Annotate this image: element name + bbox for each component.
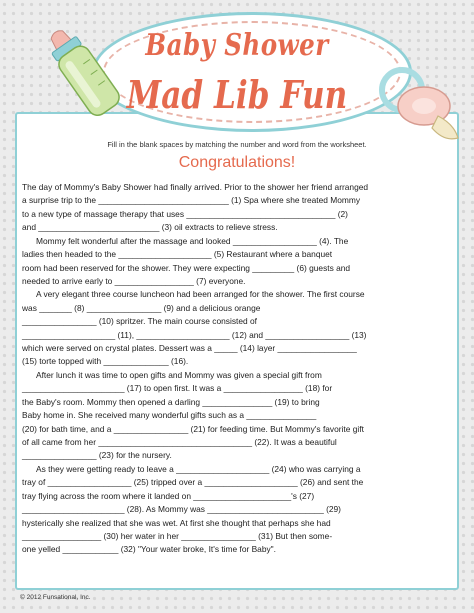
story-line: _________________ (30) her water in her ________________ (31) But then some- <box>22 530 333 541</box>
story-line: A very elegant three course luncheon had been arranged for the shower. The first course <box>36 289 365 300</box>
story-line: Mommy felt wonderful after the massage and looked __________________ (4). The <box>36 235 349 246</box>
story <box>22 181 452 557</box>
story-line: (15) torte topped with ______________ (16). <box>22 356 189 367</box>
story-line: ____________________ (11), ____________________ (12) and __________________ (13) <box>22 329 367 340</box>
story-line: to a new type of massage therapy that uses ________________________________ (2) <box>22 208 348 219</box>
title-line-1: Baby Shower <box>145 28 329 63</box>
story-line: tray flying across the room where it landed on _____________________'s (27) <box>22 490 315 501</box>
story-line: needed to arrive early to _________________ (7) everyone. <box>22 275 246 286</box>
story-line: the Baby's room. Mommy then opened a darling _______________ (19) to bring <box>22 396 320 407</box>
story-line: The day of Mommy's Baby Shower had finally arrived. Prior to the shower her friend arranged <box>22 182 369 192</box>
heading: Congratulations! <box>178 154 296 171</box>
story-line: one yelled ____________ (32) "Your water broke, It's time for Baby". <box>22 544 276 555</box>
story-line: ______________________ (17) to open first. It was a _________________ (18) for <box>22 383 333 394</box>
story-line: hysterically she realized that she was wet. At first she thought that perhaps she had <box>22 517 331 528</box>
story-line: ladies then headed to the ____________________ (5) Restaurant where a banquet <box>22 249 333 260</box>
story-line: and __________________________ (3) oil extracts to relieve stress. <box>22 222 278 233</box>
story-line: ________________ (10) spritzer. The main course consisted of <box>22 316 257 327</box>
copyright: © 2012 Funsational, Inc. <box>20 594 91 601</box>
story-line: (20) for bath time, and a ________________ (21) for feeding time. But Mommy's favorite gift <box>22 423 364 434</box>
story-line: ________________ (23) for the nursery. <box>22 450 172 461</box>
story-line: After lunch it was time to open gifts and Mommy was given a special gift from <box>36 369 322 380</box>
story-line: which were served on crystal plates. Dessert was a _____ (14) layer _________________ <box>22 343 357 354</box>
title-line-2: Mad Lib Fun <box>126 72 348 117</box>
story-line: room had been reserved for the shower. They were expecting _________ (6) guests and <box>22 262 351 273</box>
story-line: As they were getting ready to leave a ____________________ (24) who was carrying a <box>36 463 361 474</box>
story-line: a surprise trip to the ____________________________ (1) Spa where she treated Mommy <box>22 195 361 206</box>
story-line: ______________________ (28). As Mommy was _________________________ (29) <box>22 504 341 515</box>
story-line: tray of __________________ (25) tripped over a ____________________ (26) and sent the <box>22 477 364 488</box>
story-line: Baby home in. She received many wonderful gifts such as a _______________ <box>22 410 317 421</box>
story-line: was _______ (8) ________________ (9) and a delicious orange <box>22 302 261 313</box>
story-line: of all came from her _________________________________ (22). It was a beautiful <box>22 437 337 448</box>
instructions: Fill in the blank spaces by matching the number and word from the worksheet. <box>107 140 367 149</box>
